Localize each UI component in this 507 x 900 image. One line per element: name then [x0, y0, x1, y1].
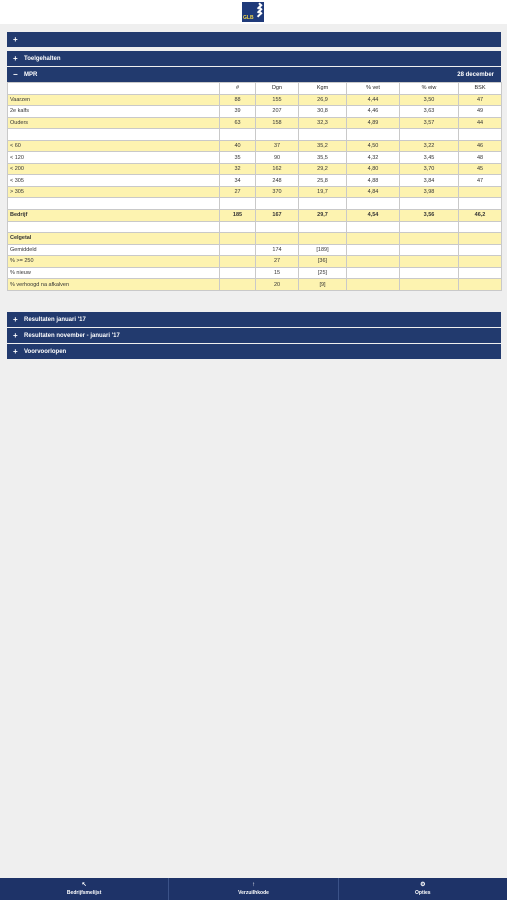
- table-row: [8, 175, 502, 187]
- table-cell: 4,44: [347, 94, 400, 106]
- table-row: [8, 140, 502, 152]
- table-cell: 370: [256, 186, 299, 198]
- row-label: < 60: [8, 140, 220, 152]
- table-cell: [25]: [299, 267, 347, 279]
- table-cell: 4,50: [347, 140, 400, 152]
- row-label: [8, 129, 220, 141]
- section-label: Resultaten november - januari '17: [24, 332, 120, 339]
- collapse-icon: −: [13, 69, 18, 79]
- table-cell: [459, 267, 502, 279]
- up-arrow-icon: ↑: [251, 882, 255, 888]
- nav-label: Verzuilhkode: [238, 890, 269, 896]
- table-cell: [220, 279, 256, 291]
- table-cell: [9]: [299, 279, 347, 291]
- table-cell: 44: [459, 117, 502, 129]
- table-cell: 47: [459, 175, 502, 187]
- table-cell: [459, 279, 502, 291]
- bottom-nav: [0, 878, 507, 900]
- table-cell: 63: [220, 117, 256, 129]
- table-row: [8, 256, 502, 268]
- table-cell: [299, 221, 347, 233]
- table-row: [8, 267, 502, 279]
- row-label: Bedrijf: [8, 210, 220, 222]
- table-cell: 162: [256, 163, 299, 175]
- table-cell: 4,32: [347, 152, 400, 164]
- table-cell: 90: [256, 152, 299, 164]
- table-row: [8, 221, 502, 233]
- table-cell: [347, 267, 400, 279]
- table-cell: 37: [256, 140, 299, 152]
- table-cell: [189]: [299, 244, 347, 256]
- table-cell: [220, 221, 256, 233]
- mpr-table: [7, 82, 502, 291]
- table-row: [8, 129, 502, 141]
- table-cell: [256, 233, 299, 245]
- table-cell: [220, 267, 256, 279]
- expand-icon: +: [13, 346, 18, 356]
- table-cell: [220, 244, 256, 256]
- section-bar-resultaten-november[interactable]: [7, 328, 501, 343]
- table-cell: [299, 233, 347, 245]
- table-cell: 4,88: [347, 175, 400, 187]
- table-cell: 20: [256, 279, 299, 291]
- table-cell: 3,63: [400, 106, 459, 118]
- table-cell: 39: [220, 106, 256, 118]
- table-cell: [220, 198, 256, 210]
- nav-label: Bedrijfsmelijst: [66, 890, 102, 896]
- table-cell: 4,89: [347, 117, 400, 129]
- table-cell: 32,3: [299, 117, 347, 129]
- table-cell: [347, 279, 400, 291]
- table-row: [8, 163, 502, 175]
- row-label: Ouders: [8, 117, 220, 129]
- section-label: Resultaten januari '17: [24, 316, 86, 323]
- table-body: [8, 94, 502, 290]
- table-cell: 3,45: [400, 152, 459, 164]
- table-cell: [400, 233, 459, 245]
- table-cell: [459, 221, 502, 233]
- section-label: Toelgehalten: [24, 55, 61, 62]
- table-row: [8, 106, 502, 118]
- table-row: [8, 244, 502, 256]
- table-cell: [347, 233, 400, 245]
- table-cell: 26,9: [299, 94, 347, 106]
- table-header: BSK: [459, 83, 502, 95]
- expand-icon: +: [13, 53, 18, 63]
- table-cell: [400, 244, 459, 256]
- expand-icon: +: [13, 314, 18, 324]
- table-cell: 158: [256, 117, 299, 129]
- row-label: Vaarzen: [8, 94, 220, 106]
- section-date: 28 december: [457, 71, 494, 78]
- row-label: Celgetal: [8, 233, 220, 245]
- table-cell: [459, 129, 502, 141]
- table-cell: [400, 221, 459, 233]
- table-header: [8, 83, 220, 95]
- table-cell: 3,84: [400, 175, 459, 187]
- section-bar-resultaten-januari[interactable]: [7, 312, 501, 327]
- table-cell: [400, 129, 459, 141]
- table-cell: 49: [459, 106, 502, 118]
- table-cell: 15: [256, 267, 299, 279]
- table-cell: 3,98: [400, 186, 459, 198]
- table-cell: [347, 256, 400, 268]
- table-cell: 4,46: [347, 106, 400, 118]
- row-label: > 305: [8, 186, 220, 198]
- table-cell: 3,57: [400, 117, 459, 129]
- table-cell: [256, 221, 299, 233]
- table-cell: 29,7: [299, 210, 347, 222]
- table-cell: 30,8: [299, 106, 347, 118]
- table-row: [8, 186, 502, 198]
- table-cell: [256, 129, 299, 141]
- row-label: [8, 221, 220, 233]
- table-cell: [347, 244, 400, 256]
- row-label: < 200: [8, 163, 220, 175]
- table-cell: [347, 129, 400, 141]
- nav-verzuilhkode-button[interactable]: [169, 878, 338, 900]
- app-logo[interactable]: [242, 2, 264, 22]
- table-cell: 27: [220, 186, 256, 198]
- table-cell: 45: [459, 163, 502, 175]
- expand-icon: +: [13, 330, 18, 340]
- table-row: [8, 210, 502, 222]
- nav-label: Opties: [415, 890, 431, 896]
- section-bar-mpr[interactable]: [7, 67, 501, 82]
- table-cell: [347, 198, 400, 210]
- table-cell: [400, 279, 459, 291]
- table-row: [8, 279, 502, 291]
- table-cell: 155: [256, 94, 299, 106]
- table-cell: 248: [256, 175, 299, 187]
- section-bar-toelgehalten[interactable]: [7, 51, 501, 66]
- table-cell: 35,5: [299, 152, 347, 164]
- table-row: [8, 117, 502, 129]
- table-cell: [220, 256, 256, 268]
- nav-opties-button[interactable]: [339, 878, 507, 900]
- table-cell: 185: [220, 210, 256, 222]
- table-header: Dgn: [256, 83, 299, 95]
- table-cell: 4,84: [347, 186, 400, 198]
- table-header-row: [8, 83, 502, 95]
- table-cell: 3,56: [400, 210, 459, 222]
- table-cell: [347, 221, 400, 233]
- table-cell: 3,50: [400, 94, 459, 106]
- table-header: Kgm: [299, 83, 347, 95]
- table-cell: [256, 198, 299, 210]
- table-cell: 46: [459, 140, 502, 152]
- row-label: % >= 250: [8, 256, 220, 268]
- table-cell: [220, 233, 256, 245]
- table-cell: 167: [256, 210, 299, 222]
- table-cell: [220, 129, 256, 141]
- table-header: % vet: [347, 83, 400, 95]
- table-cell: 35: [220, 152, 256, 164]
- table-cell: 29,2: [299, 163, 347, 175]
- table-cell: 34: [220, 175, 256, 187]
- row-label: Gemiddeld: [8, 244, 220, 256]
- table-cell: [299, 129, 347, 141]
- table-cell: 88: [220, 94, 256, 106]
- table-cell: [459, 256, 502, 268]
- table-row: [8, 233, 502, 245]
- table-cell: [459, 198, 502, 210]
- table-cell: 35,2: [299, 140, 347, 152]
- table-cell: 3,22: [400, 140, 459, 152]
- gear-icon: ⚙: [420, 882, 426, 888]
- table-cell: 25,8: [299, 175, 347, 187]
- section-bar-0[interactable]: [7, 32, 501, 47]
- table-cell: 4,80: [347, 163, 400, 175]
- table-cell: 4,54: [347, 210, 400, 222]
- row-label: < 305: [8, 175, 220, 187]
- row-label: [8, 198, 220, 210]
- table-cell: 207: [256, 106, 299, 118]
- row-label: < 120: [8, 152, 220, 164]
- table-cell: 32: [220, 163, 256, 175]
- table-cell: 40: [220, 140, 256, 152]
- table-row: [8, 152, 502, 164]
- table-cell: 48: [459, 152, 502, 164]
- table-cell: [36]: [299, 256, 347, 268]
- table-cell: [400, 256, 459, 268]
- table-cell: 47: [459, 94, 502, 106]
- table-cell: [459, 244, 502, 256]
- table-cell: [400, 198, 459, 210]
- table-cell: 3,70: [400, 163, 459, 175]
- section-label: Voorvoorlopen: [24, 348, 67, 355]
- expand-icon: +: [13, 34, 18, 44]
- section-label: MPR: [24, 71, 38, 78]
- table-row: [8, 198, 502, 210]
- section-bar-voorvoorlopen[interactable]: [7, 344, 501, 359]
- table-cell: [459, 186, 502, 198]
- top-bar: [0, 0, 507, 24]
- arrow-icon: ↖: [81, 882, 87, 888]
- table-cell: 27: [256, 256, 299, 268]
- table-cell: 46,2: [459, 210, 502, 222]
- row-label: % verhoogd na afkalven: [8, 279, 220, 291]
- table-header: #: [220, 83, 256, 95]
- table-cell: 174: [256, 244, 299, 256]
- logo-text: GLB: [243, 15, 254, 21]
- table-cell: [299, 198, 347, 210]
- table-cell: [400, 267, 459, 279]
- nav-bedrijfsmelijst-button[interactable]: [0, 878, 169, 900]
- row-label: 2e kalfs: [8, 106, 220, 118]
- table-row: [8, 94, 502, 106]
- table-header: % eiw: [400, 83, 459, 95]
- table-cell: 19,7: [299, 186, 347, 198]
- row-label: % nieuw: [8, 267, 220, 279]
- table-cell: [459, 233, 502, 245]
